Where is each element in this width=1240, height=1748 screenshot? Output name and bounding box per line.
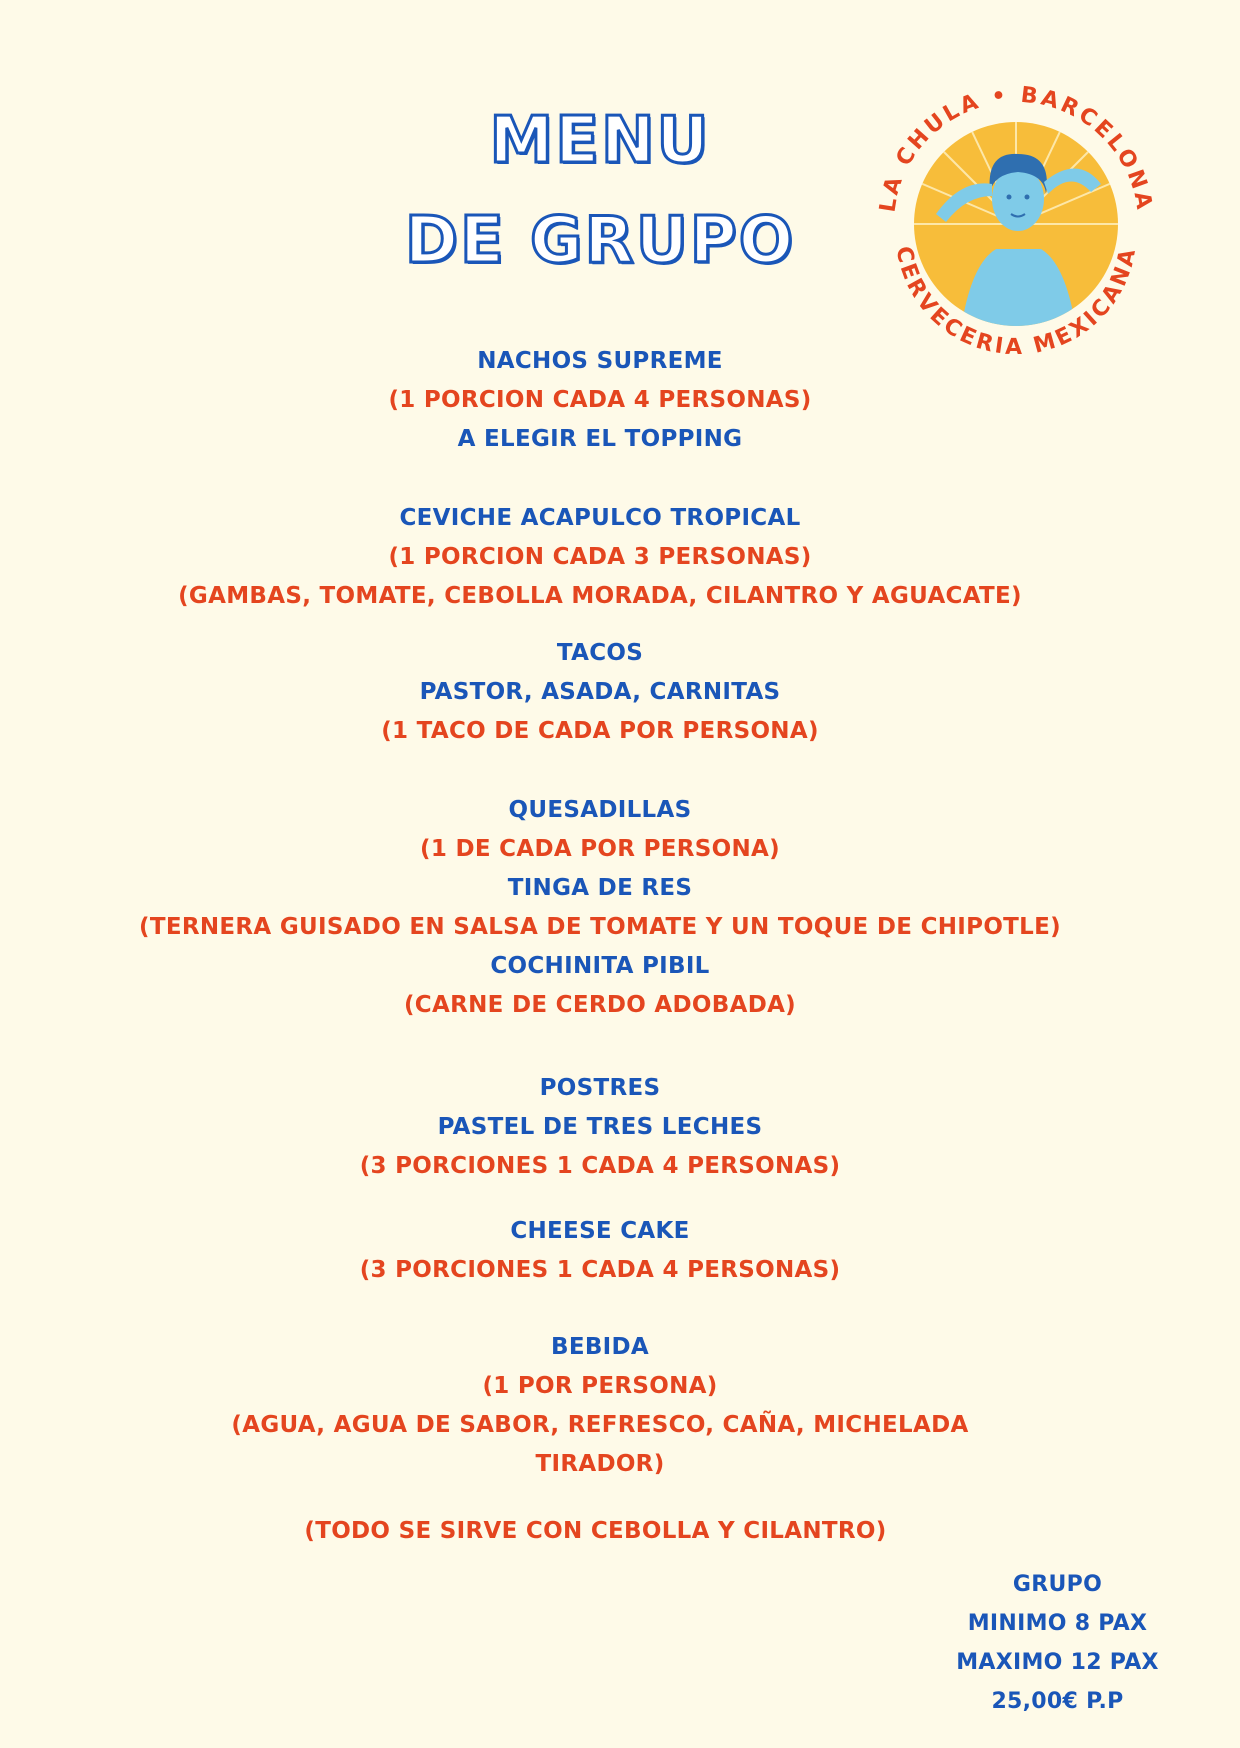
postres-item1-name: PASTEL DE TRES LECHES xyxy=(437,1114,763,1140)
footer-note: (TODO SE SIRVE CON CEBOLLA Y CILANTRO) xyxy=(304,1518,887,1544)
la-chula-logo xyxy=(866,74,1166,374)
ceviche-name: CEVICHE ACAPULCO TROPICAL xyxy=(399,505,801,531)
quesadilla-item1-desc: (TERNERA GUISADO EN SALSA DE TOMATE Y UN TOQUE DE CHIPOTLE) xyxy=(139,914,1061,940)
group-max: MAXIMO 12 PAX xyxy=(956,1650,1159,1675)
menu-title-line1: MENU xyxy=(489,104,711,178)
group-info xyxy=(940,1565,1175,1721)
quesadilla-item2-desc: (CARNE DE CERDO ADOBADA) xyxy=(403,992,796,1018)
ceviche-ingredients: (GAMBAS, TOMATE, CEBOLLA MORADA, CILANTRO Y AGUACATE) xyxy=(178,583,1022,609)
group-label: GRUPO xyxy=(1012,1572,1103,1597)
quesadillas-portion: (1 DE CADA POR PERSONA) xyxy=(420,836,780,862)
menu-body xyxy=(0,342,1200,1551)
quesadilla-item2-name: COCHINITA PIBIL xyxy=(490,953,710,979)
menu-title-line2: DE GRUPO xyxy=(404,204,796,278)
postres-item2-portion: (3 PORCIONES 1 CADA 4 PERSONAS) xyxy=(359,1257,841,1283)
quesadilla-item1-name: TINGA DE RES xyxy=(507,875,693,901)
bebida-options-line2: TIRADOR) xyxy=(535,1451,665,1477)
logo-top-text: LA CHULA • BARCELONA xyxy=(875,82,1157,214)
tacos-types: PASTOR, ASADA, CARNITAS xyxy=(419,679,781,705)
nachos-name: NACHOS SUPREME xyxy=(477,348,723,374)
nachos-portion: (1 PORCION CADA 4 PERSONAS) xyxy=(388,387,812,413)
bebida-options-line1: (AGUA, AGUA DE SABOR, REFRESCO, CAÑA, MICHELADA xyxy=(231,1412,969,1438)
postres-item2-name: CHEESE CAKE xyxy=(510,1218,690,1244)
postres-item1-portion: (3 PORCIONES 1 CADA 4 PERSONAS) xyxy=(359,1153,841,1179)
nachos-note: A ELEGIR EL TOPPING xyxy=(457,426,743,452)
tacos-name: TACOS xyxy=(556,640,644,666)
postres-name: POSTRES xyxy=(539,1075,661,1101)
quesadillas-name: QUESADILLAS xyxy=(508,797,692,823)
bebida-name: BEBIDA xyxy=(550,1334,650,1360)
group-min: MINIMO 8 PAX xyxy=(967,1611,1148,1636)
ceviche-portion: (1 PORCION CADA 3 PERSONAS) xyxy=(388,544,812,570)
tacos-portion: (1 TACO DE CADA POR PERSONA) xyxy=(381,718,819,744)
bebida-portion: (1 POR PERSONA) xyxy=(482,1373,718,1399)
logo-bottom-text: CERVECERIA MEXICANA xyxy=(890,244,1142,361)
group-price: 25,00€ P.P xyxy=(991,1689,1124,1714)
